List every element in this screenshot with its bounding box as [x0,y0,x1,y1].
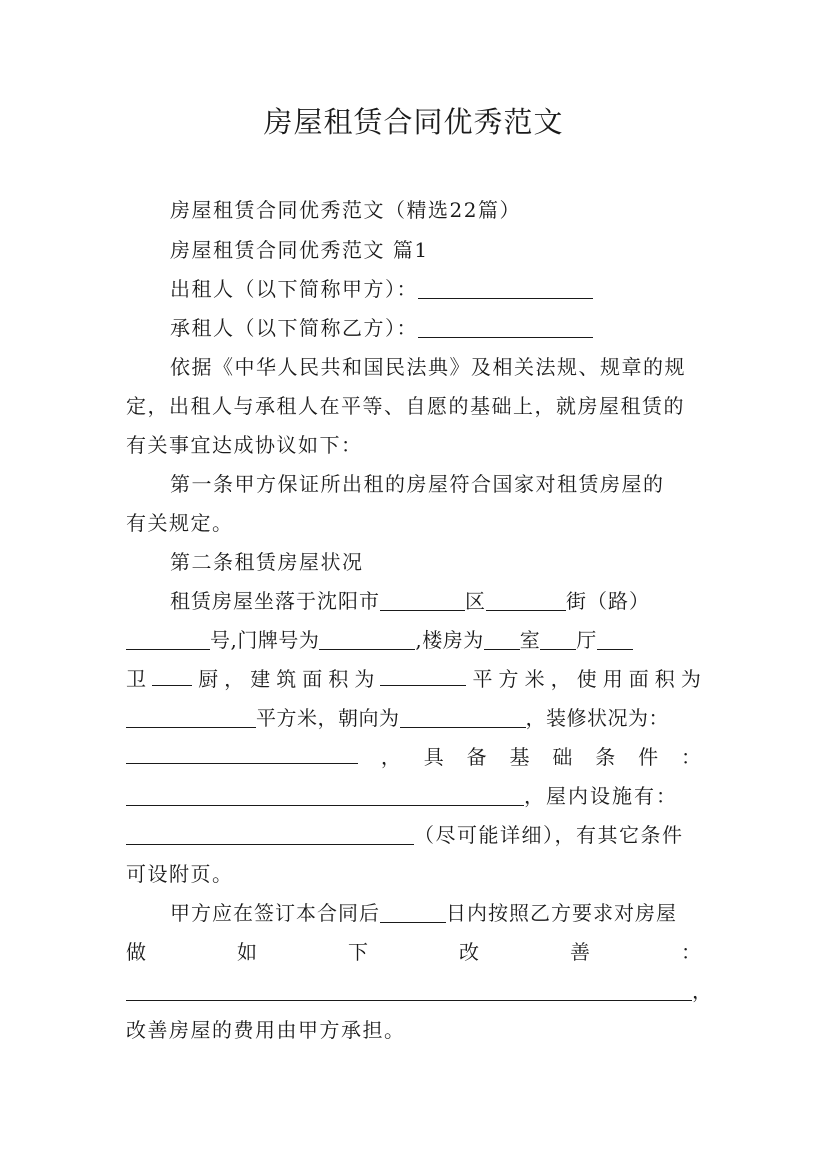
improvement-text: ， [692,979,714,1003]
area-text: 厨 [198,667,219,691]
conditions-text: 具 [423,745,444,769]
lessee-label: 承租人（以下简称乙方）： [170,316,418,340]
facilities-line [126,780,701,812]
improvement-text: 改 [459,940,479,964]
lessor-blank [418,276,593,299]
room-text: 室 [519,628,541,652]
paragraph-line: 改善房屋的费用由甲方承担。 [126,1018,406,1042]
improvement-heading-line [126,936,701,968]
area-text: 为 [354,667,375,691]
article-heading: 第二条租赁房屋状况 [170,550,364,574]
room-text: ,楼房为 [415,628,484,652]
article-line: 有关规定。 [126,511,234,535]
area-line [126,663,701,695]
orientation-line [126,702,701,734]
area-text: ， [550,667,571,691]
lessor-line [170,273,701,305]
conditions-text: 件 [638,745,659,769]
rooms-blank [484,627,520,650]
subtitle-line: 房屋租赁合同优秀范文（精选22篇） [170,198,521,222]
orientation-text: ，装修状况为： [525,706,669,730]
area-text: 积 [654,667,675,691]
building-area-blank [380,663,466,686]
section-heading: 房屋租赁合同优秀范文 篇1 [170,238,429,262]
improvement-text: 如 [237,940,257,964]
area-text: ， [224,667,245,691]
conditions-text: ： [681,745,701,769]
room-text: 厅 [576,628,597,652]
number-blank [126,627,210,650]
days-blank [380,900,446,923]
paragraph-line: 定，出租人与承租人在平等、自愿的基础上，就房屋租赁的 [126,394,685,418]
conditions-text: 条 [595,745,616,769]
paragraph-line: 可设附页。 [126,862,234,886]
location-line [170,585,701,617]
orientation-blank [400,705,526,728]
paragraph-line: 有关事宜达成协议如下： [126,433,363,457]
improvement-blank [126,978,692,1001]
document-title: 房屋租赁合同优秀范文 [263,105,564,139]
orientation-text: 平方米，朝向为 [256,706,400,730]
area-text: 面 [628,667,649,691]
improvement-blank-line [126,975,714,1007]
area-text: 米 [524,667,545,691]
door-number-blank [319,627,415,650]
baths-blank [597,627,633,650]
area-text: 面 [302,667,323,691]
improvement-text: 善 [570,940,590,964]
conditions-text: ， [380,745,401,769]
lessee-line [170,312,701,344]
facilities-blank [126,822,414,845]
area-text: 建 [250,667,271,691]
area-text: 用 [602,667,623,691]
improvement-text: ： [681,940,701,964]
kitchen-blank [152,663,192,686]
halls-blank [540,627,576,650]
lessor-label: 出租人（以下简称甲方）： [170,277,418,301]
article-line: 第一条甲方保证所出租的房屋符合国家对租赁房屋的 [170,472,665,496]
area-text: 平 [472,667,493,691]
location-text: 区 [465,589,486,613]
basic-conditions-blank [126,783,524,806]
room-text: 号,门牌号为 [210,628,320,652]
details-text: （尽可能详细），有其它条件 [414,823,684,847]
improvement-text: 甲方应在签订本合同后 [170,901,380,925]
area-text: 卫 [126,667,146,691]
improvement-text: 下 [348,940,368,964]
conditions-text: 备 [466,745,487,769]
usable-area-blank [126,705,256,728]
district-blank [380,588,465,611]
conditions-text: 基 [509,745,530,769]
room-line [126,624,701,656]
location-text: 街（路） [566,589,650,613]
conditions-line [126,741,701,773]
area-text: 筑 [276,667,297,691]
location-text: 租赁房屋坐落于沈阳市 [170,589,380,613]
area-text: 使 [576,667,597,691]
paragraph-line: 依据《中华人民共和国民法典》及相关法规、规章的规 [170,355,686,379]
area-text: 方 [498,667,519,691]
conditions-text: 础 [552,745,573,769]
facilities-text: ，屋内设施有： [524,784,678,808]
area-text: 积 [328,667,349,691]
improvement-text: 做 [126,940,146,964]
details-line [126,819,701,851]
improvement-text: 日内按照乙方要求对房屋 [446,901,677,925]
improvement-line [170,897,701,929]
decoration-blank [126,741,358,764]
area-text: 为 [680,667,701,691]
lessee-blank [418,315,593,338]
street-blank [486,588,566,611]
